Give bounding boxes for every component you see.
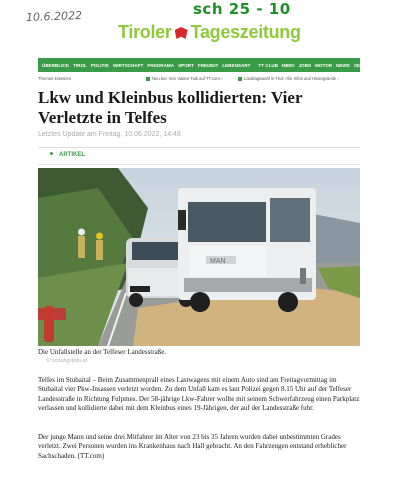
article-paragraph: Der junge Mann und seine drei Mitfahrer im Alter von 23 bis 35 Jahren wurden dabei unbestimmten Grades verletzt. Zwei Personen wurden ins Krankenhaus nach Hall gebracht. An den Fahrzeugen entstand erheblicher Sachschaden. (TT.com)	[38, 433, 347, 460]
logo-text-left: Tiroler	[118, 22, 172, 42]
teaser-link-2[interactable]	[238, 76, 339, 81]
article-updated: Letztes Update am Freitag, 10.06.2022, 14:48	[38, 131, 181, 138]
accident-scene-image	[38, 168, 360, 346]
divider	[38, 147, 360, 148]
teaser-2-text: Landtagswahl in Tirol: Alle Infos und Hintergründe ›	[244, 76, 339, 81]
divider	[38, 164, 360, 165]
nav-item-sport[interactable]: SPORT	[178, 62, 194, 68]
handwritten-note: sch 25 - 10	[193, 0, 291, 18]
teaser-1-text: Neu bei: Sen Vaden Tuik auf TT.com ›	[152, 76, 223, 81]
search-icon[interactable]: ⚲	[377, 62, 384, 69]
main-navigation	[38, 58, 384, 72]
teaser-dot-icon	[238, 77, 242, 81]
nav-item-freizeit[interactable]: FREIZEIT	[197, 62, 219, 68]
nav-item-news[interactable]: NEWS	[336, 62, 350, 68]
photo-caption: Die Unfallstelle an der Telfeser Landesstraße.	[38, 348, 167, 356]
nav-item-politik[interactable]: POLITIK	[90, 62, 109, 68]
truck-brand-label: MAN	[210, 258, 226, 265]
article-photo	[38, 168, 360, 346]
nav-item-tt-club[interactable]: TT CLUB	[258, 62, 279, 68]
article-title: Lkw und Kleinbus kollidierten: Vier Verletzte in Telfes	[38, 88, 303, 127]
nav-item-wirtschaft[interactable]: WIRTSCHAFT	[112, 62, 144, 68]
masthead-logo[interactable]	[118, 22, 301, 43]
nav-item-motor[interactable]: MOTOR	[315, 62, 333, 68]
photo-credit: © zeitungsfoto.at	[46, 358, 88, 364]
article-paragraph: Telfes im Stubaital – Beim Zusammenprall eines Lastwagens mit einem Auto sind am Freitagvormittag im Stubaital vier Pkw-Insassen verletzt worden. Zu dem Unfall kam es laut Polizei gegen 8.15 Uhr auf der Telfeser Landesstraße in Richtung Fulpmes. Der 58-jährige Lkw-Fahrer wollte mit seinem Schwerfahrzeug einen Parkplatz verlassen und kollidierte dabei mit dem Kleinbus eines 19-Jährigen, der auf der Landesstraße fuhr.	[38, 376, 360, 412]
nav-item-panorama[interactable]: PANORAMA	[147, 62, 175, 68]
nav-item-jobs[interactable]: JOBS	[298, 62, 312, 68]
bullet-icon	[50, 152, 53, 155]
nav-item-service[interactable]: SERVICE	[353, 62, 374, 68]
logo-text-right: Tageszeitung	[190, 22, 301, 42]
handwritten-date: 10.6.2022	[25, 9, 83, 24]
nav-item-lebensart[interactable]: LEBENSART	[222, 62, 251, 68]
nav-item-immo[interactable]: IMMO	[282, 62, 295, 68]
sub-bar	[38, 74, 360, 84]
section-link[interactable]: Themen-Dossiers	[38, 76, 72, 81]
eagle-icon	[175, 27, 188, 39]
truck	[178, 188, 316, 312]
nav-item-ueberblick[interactable]: ÜBERBLICK	[42, 62, 70, 68]
article-tag-label: ARTIKEL	[59, 152, 85, 158]
teaser-dot-icon	[146, 77, 150, 81]
teaser-link-1[interactable]	[146, 76, 222, 81]
article-tag[interactable]	[50, 152, 85, 158]
nav-item-tirol[interactable]: TIROL	[73, 62, 87, 68]
